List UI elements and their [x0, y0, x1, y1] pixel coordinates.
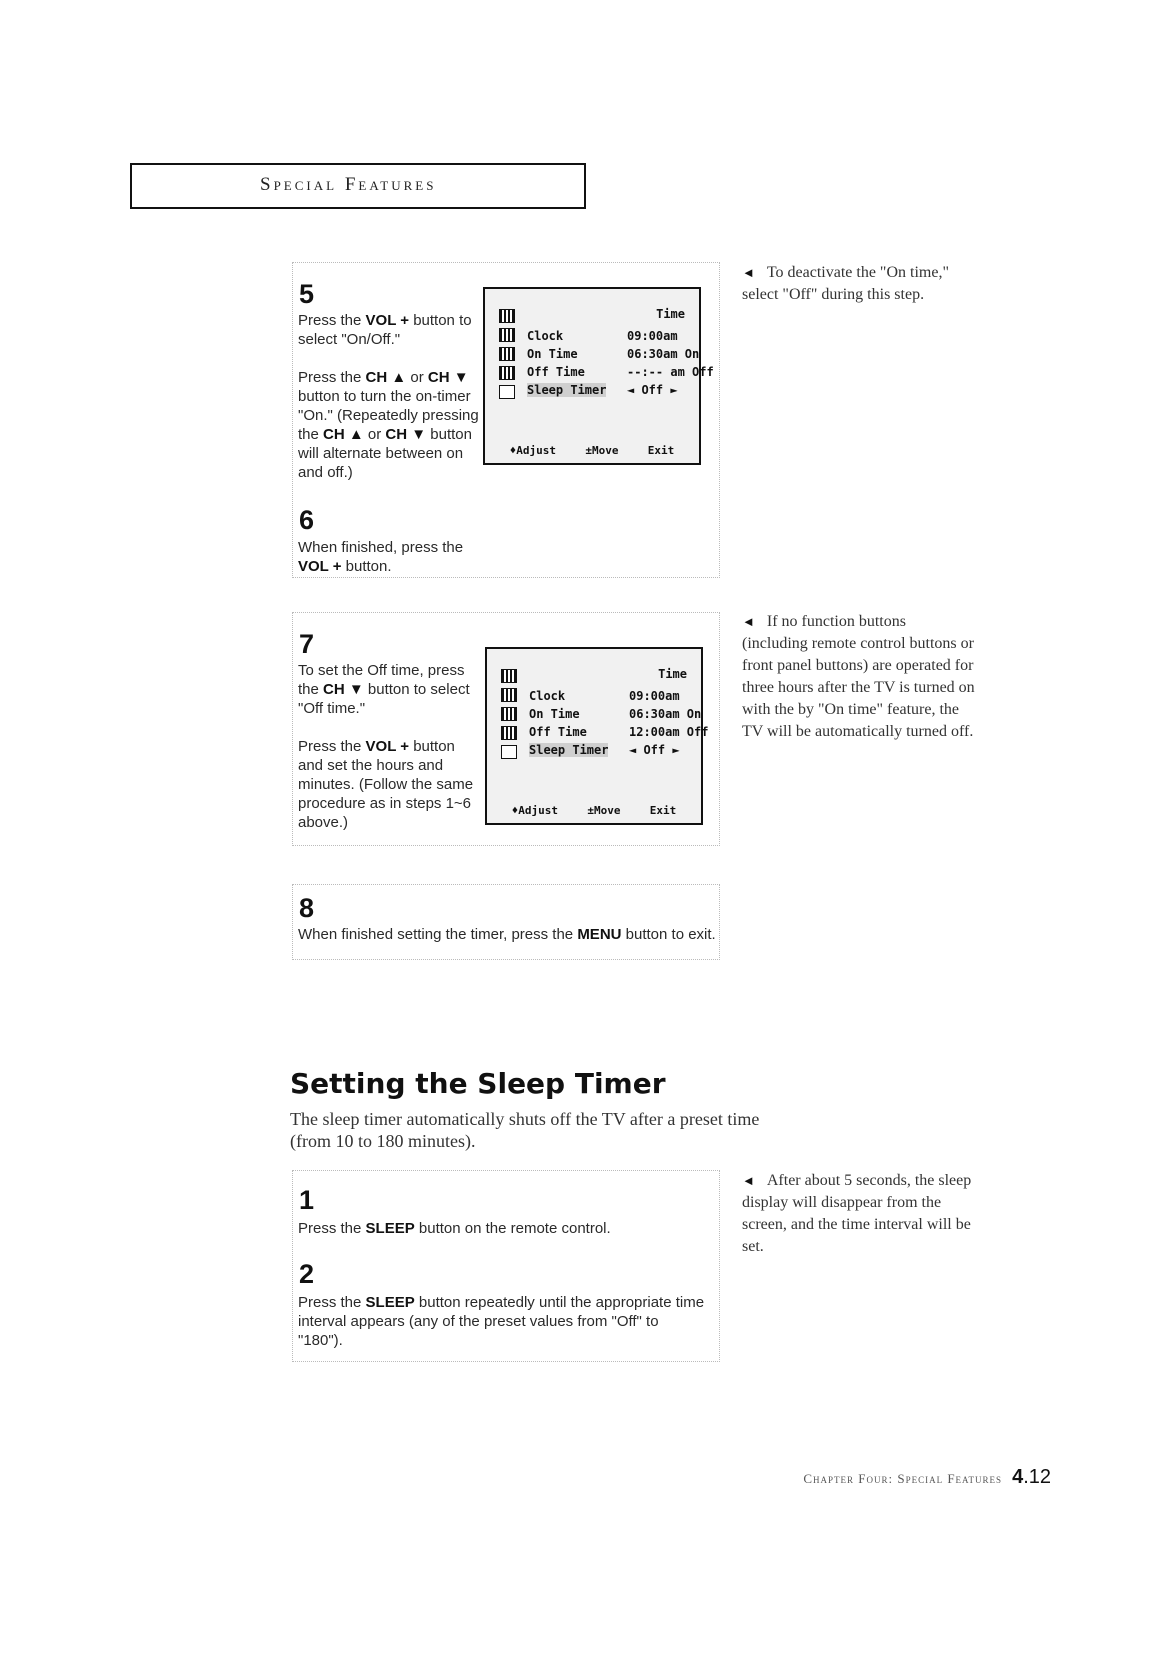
text-line: the CH ▼ button to select [298, 681, 470, 698]
time-icon [501, 726, 517, 740]
tv-osd-screen [485, 647, 709, 825]
osd-menu-row [527, 329, 678, 343]
section-heading: Setting the Sleep Timer [290, 1067, 666, 1100]
text-line: button to turn the on-timer [298, 388, 471, 405]
step-number: 5 [299, 279, 315, 309]
osd-row-label: Clock [529, 689, 566, 703]
sleep-step-2-text [298, 1293, 704, 1350]
osd-footer-hint: ♦Adjust [509, 444, 557, 457]
osd-menu-row [529, 743, 680, 757]
osd-title: Time [656, 307, 685, 321]
osd-menu-row [529, 707, 702, 721]
text-line [298, 718, 473, 737]
osd-footer-hint: ±Move [585, 444, 619, 457]
step-block-5-6 [292, 262, 720, 578]
text-line: ◄ If no function buttons [742, 611, 975, 633]
osd-footer-hint: Exit [649, 804, 677, 817]
text-line: VOL + button. [298, 558, 392, 575]
text-line: select "Off" during this step. [742, 286, 925, 303]
text-line: "180"). [298, 1332, 343, 1349]
text-line: screen, and the time interval will be [742, 1216, 971, 1233]
time-icon [499, 366, 515, 380]
osd-row-label: Sleep Timer [529, 743, 609, 757]
step-block-8 [292, 884, 720, 960]
text-line: will alternate between on [298, 445, 464, 462]
step-number: 1 [299, 1185, 315, 1215]
step-5-text [298, 311, 479, 482]
step-block-7 [292, 612, 720, 846]
step-8-text [298, 925, 716, 944]
side-note-on-time [742, 262, 949, 306]
osd-row-value: 06:30am On [627, 347, 700, 361]
osd-footer [497, 804, 691, 817]
page-number-major: 4 [1012, 1466, 1024, 1488]
osd-footer-hint: ♦Adjust [511, 804, 559, 817]
text-line: (including remote control buttons or [742, 635, 974, 652]
osd-row-label: Sleep Timer [527, 383, 607, 397]
text-line: Press the VOL + button [298, 738, 455, 755]
text-line: ◄ To deactivate the "On time," [742, 262, 949, 284]
step-number: 2 [299, 1259, 315, 1289]
text-line [298, 349, 479, 368]
text-line: select "On/Off." [298, 331, 401, 348]
text-line: Press the SLEEP button on the remote control. [298, 1220, 611, 1237]
osd-menu-row [527, 347, 700, 361]
osd-footer-hint: Exit [647, 444, 675, 457]
osd-row-value: 09:00am [629, 689, 680, 703]
step-number: 7 [299, 629, 315, 659]
step-block-sleep [292, 1170, 720, 1362]
osd-row-label: On Time [527, 347, 578, 361]
setup-icon [501, 745, 517, 759]
page-number [1012, 1466, 1051, 1488]
osd-row-label: Off Time [527, 365, 585, 379]
pointer-arrow-icon: ◄ [742, 265, 755, 280]
text-line: front panel buttons) are operated for [742, 657, 974, 674]
text-line: procedure as in steps 1~6 [298, 795, 472, 812]
text-line: minutes. (Follow the same [298, 776, 474, 793]
osd-menu-row [527, 383, 678, 397]
step-number: 6 [299, 505, 315, 535]
osd-row-value: --:-- am Off [627, 365, 714, 379]
pointer-arrow-icon: ◄ [742, 1173, 755, 1188]
text-line: Press the VOL + button to [298, 312, 472, 329]
step-number: 8 [299, 893, 315, 923]
osd-footer [495, 444, 689, 457]
pointer-arrow-icon: ◄ [742, 614, 755, 629]
text-line: When finished, press the [298, 539, 464, 556]
osd-row-value: ◄ Off ► [627, 383, 678, 397]
osd-row-label: Off Time [529, 725, 587, 739]
side-note-auto-off [742, 611, 975, 743]
osd-row-value: 12:00am Off [629, 725, 709, 739]
text-line: display will disappear from the [742, 1194, 942, 1211]
text-line: To set the Off time, press [298, 662, 465, 679]
sleep-step-1-text [298, 1219, 611, 1238]
text-line: the CH ▲ or CH ▼ button [298, 426, 472, 443]
osd-title: Time [658, 667, 687, 681]
menu-icons [499, 309, 517, 404]
osd-menu-row [529, 689, 680, 703]
text-line: "On." (Repeatedly pressing [298, 407, 479, 424]
osd-footer-hint: ±Move [587, 804, 621, 817]
picture-icon [501, 669, 517, 683]
text-line: and set the hours and [298, 757, 444, 774]
text-line: interval appears (any of the preset values from "Off" to [298, 1313, 659, 1330]
osd-row-label: On Time [529, 707, 580, 721]
osd-row-label: Clock [527, 329, 564, 343]
tv-osd-screen [483, 287, 714, 465]
text-line: with the by "On time" feature, the [742, 701, 959, 718]
text-line: When finished setting the timer, press the MENU button to exit. [298, 926, 716, 943]
osd-row-value: 09:00am [627, 329, 678, 343]
sound-icon [501, 688, 517, 702]
text-line: TV will be automatically turned off. [742, 723, 974, 740]
text-line: three hours after the TV is turned on [742, 679, 975, 696]
setup-icon [499, 385, 515, 399]
channel-icon [499, 347, 515, 361]
page-number-minor: .12 [1023, 1466, 1051, 1488]
chapter-label: Chapter Four: Special Features [803, 1471, 1003, 1486]
sound-icon [499, 328, 515, 342]
picture-icon [499, 309, 515, 323]
section-header-box [130, 163, 586, 209]
text-line: The sleep timer automatically shuts off the TV after a preset time [290, 1109, 760, 1129]
osd-row-value: 06:30am On [629, 707, 702, 721]
text-line: and off.) [298, 464, 353, 481]
step-7-text [298, 661, 473, 832]
section-header-title: Special Features [260, 174, 437, 195]
text-line: "Off time." [298, 700, 366, 717]
section-intro [290, 1108, 759, 1152]
text-line: above.) [298, 814, 349, 831]
text-line: Press the CH ▲ or CH ▼ [298, 369, 469, 386]
osd-row-value: ◄ Off ► [629, 743, 680, 757]
channel-icon [501, 707, 517, 721]
text-line: ◄ After about 5 seconds, the sleep [742, 1170, 971, 1192]
menu-icons [501, 669, 519, 764]
text-line: (from 10 to 180 minutes). [290, 1131, 476, 1151]
side-note-sleep-display [742, 1170, 971, 1258]
text-line: Press the SLEEP button repeatedly until the appropriate time [298, 1294, 705, 1311]
osd-menu-row [527, 365, 714, 379]
step-6-text [298, 538, 463, 576]
osd-menu-row [529, 725, 709, 739]
page-footer [803, 1466, 1051, 1489]
text-line: set. [742, 1238, 764, 1255]
